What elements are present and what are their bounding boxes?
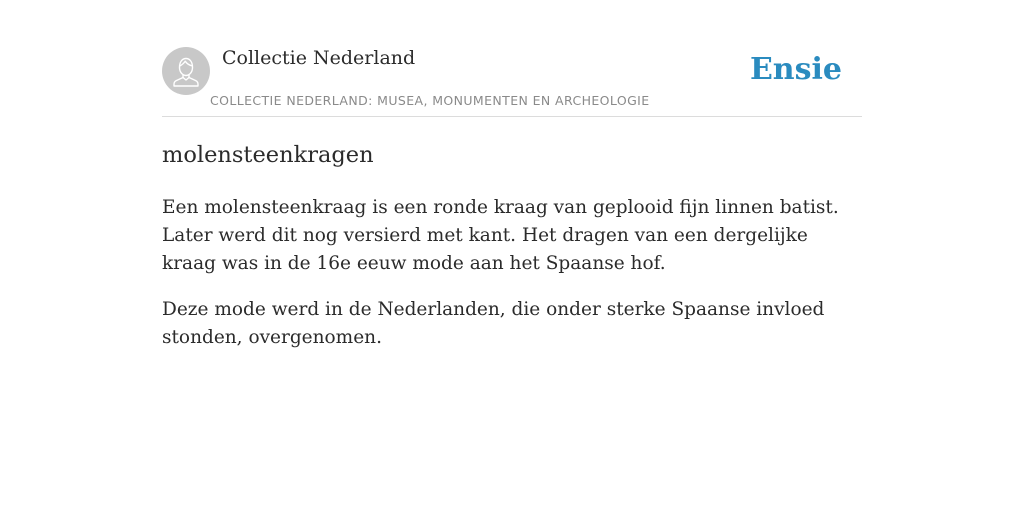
- user-placeholder-icon: [162, 47, 210, 95]
- article-body: [162, 138, 862, 370]
- article-header: [162, 46, 862, 117]
- article-title: molensteenkragen: [162, 142, 374, 168]
- author-avatar[interactable]: [162, 47, 210, 95]
- article-paragraph: Deze mode werd in de Nederlanden, die onder sterke Spaanse invloed stonden, overgenomen.: [162, 299, 825, 348]
- author-subtitle: COLLECTIE NEDERLAND: MUSEA, MONUMENTEN EN ARCHEOLOGIE: [210, 93, 650, 108]
- article-paragraph: Een molensteenkraag is een ronde kraag van geplooid fijn linnen batist. Later werd dit nog versierd met kant. Het dragen van een dergelijke kraag was in de 16e eeuw mode aan het Spaanse hof.: [162, 197, 839, 274]
- author-name[interactable]: Collectie Nederland: [222, 47, 416, 69]
- brand-logo[interactable]: Ensie: [749, 52, 842, 87]
